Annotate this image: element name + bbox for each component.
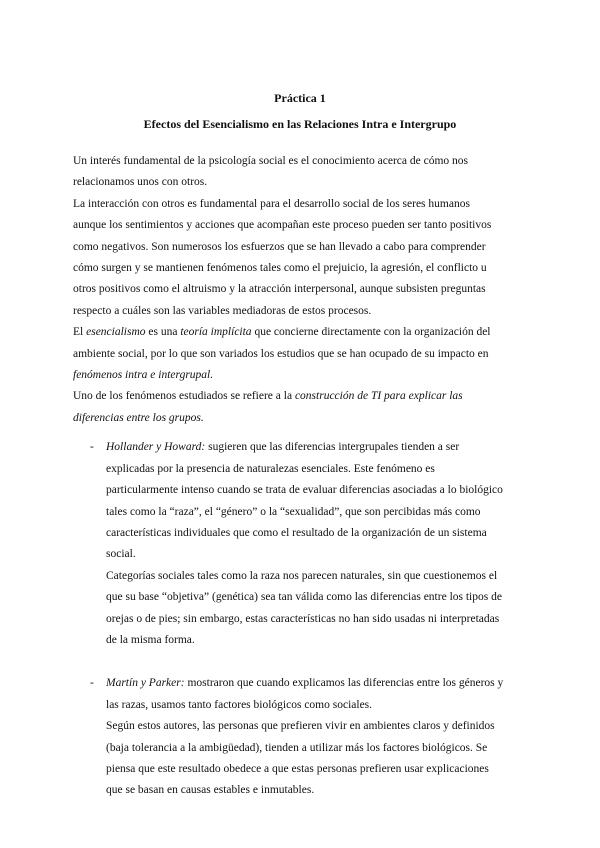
text-line: tales como la “raza”, el “género” o la “sexualidad”, que son percibidas más como <box>106 505 481 518</box>
term-ti-construction: construcción de TI para explicar las <box>294 390 463 403</box>
paragraph-intro <box>73 151 528 194</box>
text-line: que su base “objetiva” (genética) sea tan válida como las diferencias entre los tipos de <box>106 591 502 604</box>
text-line <box>106 673 528 694</box>
text-line <box>73 386 528 407</box>
text-line <box>106 437 528 458</box>
text-line: otros positivos como el altruismo y la atracción interpersonal, aunque subsisten preguntas <box>73 283 486 296</box>
text-line: orejas o de pies; sin embargo, estas características no han sido usadas ni interpretadas <box>106 612 500 625</box>
list-item <box>73 437 528 651</box>
list-dash: - <box>90 441 94 454</box>
text-run: que concierne directamente con la organización del <box>251 326 491 339</box>
authors-list <box>73 437 528 802</box>
text-line: las razas, usamos tanto factores biológicos como sociales. <box>106 698 373 711</box>
paragraph-essentialism <box>73 322 528 386</box>
page-title: Práctica 1 <box>274 91 326 105</box>
text-line: piensa que este resultado obedece a que estas personas prefieren usar explicaciones <box>106 762 489 775</box>
text-line: particularmente intenso cuando se trata de evaluar diferencias asociadas a lo biológico <box>106 484 503 497</box>
text-run: Uno de los fenómenos estudiados se refiere a la <box>73 390 295 403</box>
text-line: respecto a cuáles son las variables mediadoras de estos procesos. <box>73 304 372 317</box>
text-line: ambiente social, por lo que son variados los estudios que se han ocupado de su impacto en <box>73 347 489 360</box>
text-line: de la misma forma. <box>106 633 195 646</box>
text-line: (baja tolerancia a la ambigüedad), tienden a utilizar más los factores biológicos. Se <box>106 741 488 754</box>
text-line: aunque los sentimientos y acciones que acompañan este proceso pueden ser tanto positivos <box>73 219 492 232</box>
paragraph-phenomena <box>73 386 528 429</box>
text-line: Según estos autores, las personas que prefieren vivir en ambientes claros y definidos <box>106 720 495 733</box>
page-subtitle: Efectos del Esencialismo en las Relaciones Intra e Intergrupo <box>143 117 457 131</box>
list-item <box>73 673 528 801</box>
text-line: La interacción con otros es fundamental para el desarrollo social de los seres humanos <box>73 197 470 210</box>
text-line: Un interés fundamental de la psicología social es el conocimiento acerca de cómo nos <box>73 155 469 167</box>
author-name: Hollander y Howard: <box>106 441 206 454</box>
text-run: mostraron que cuando explicamos las diferencias entre los géneros y <box>184 677 504 690</box>
list-dash: - <box>90 677 94 690</box>
text-line: fenómenos intra e intergrupal. <box>73 369 214 382</box>
paragraph-interaction <box>73 194 528 322</box>
text-run: El <box>73 326 87 339</box>
text-line: cómo surgen y se mantienen fenómenos tales como el prejuicio, la agresión, el conflicto u <box>73 262 487 275</box>
text-line: como negativos. Son numerosos los esfuerzos que se han llevado a cabo para comprender <box>73 240 486 253</box>
text-line: Categorías sociales tales como la raza nos parecen naturales, sin que cuestionemos el <box>106 569 498 582</box>
text-line: diferencias entre los grupos. <box>73 411 204 424</box>
text-line: relacionamos unos con otros. <box>73 176 208 189</box>
spacer <box>73 651 528 673</box>
document-body <box>73 151 528 802</box>
text-line: que se basan en causas estables e inmutables. <box>106 784 315 797</box>
term-essentialism: esencialismo <box>86 326 146 339</box>
text-line: explicadas por la presencia de naturalezas esenciales. Este fenómeno es <box>106 462 435 475</box>
author-name: Martín y Parker: <box>106 677 185 690</box>
text-run: es una <box>145 326 181 339</box>
text-line <box>73 322 528 343</box>
text-run: sugieren que las diferencias intergrupales tienden a ser <box>205 441 460 454</box>
text-line: social. <box>106 548 136 561</box>
text-line: características individuales que como el resultado de la organización de un sistema <box>106 526 487 539</box>
term-implicit-theory: teoría implícita <box>180 326 252 339</box>
